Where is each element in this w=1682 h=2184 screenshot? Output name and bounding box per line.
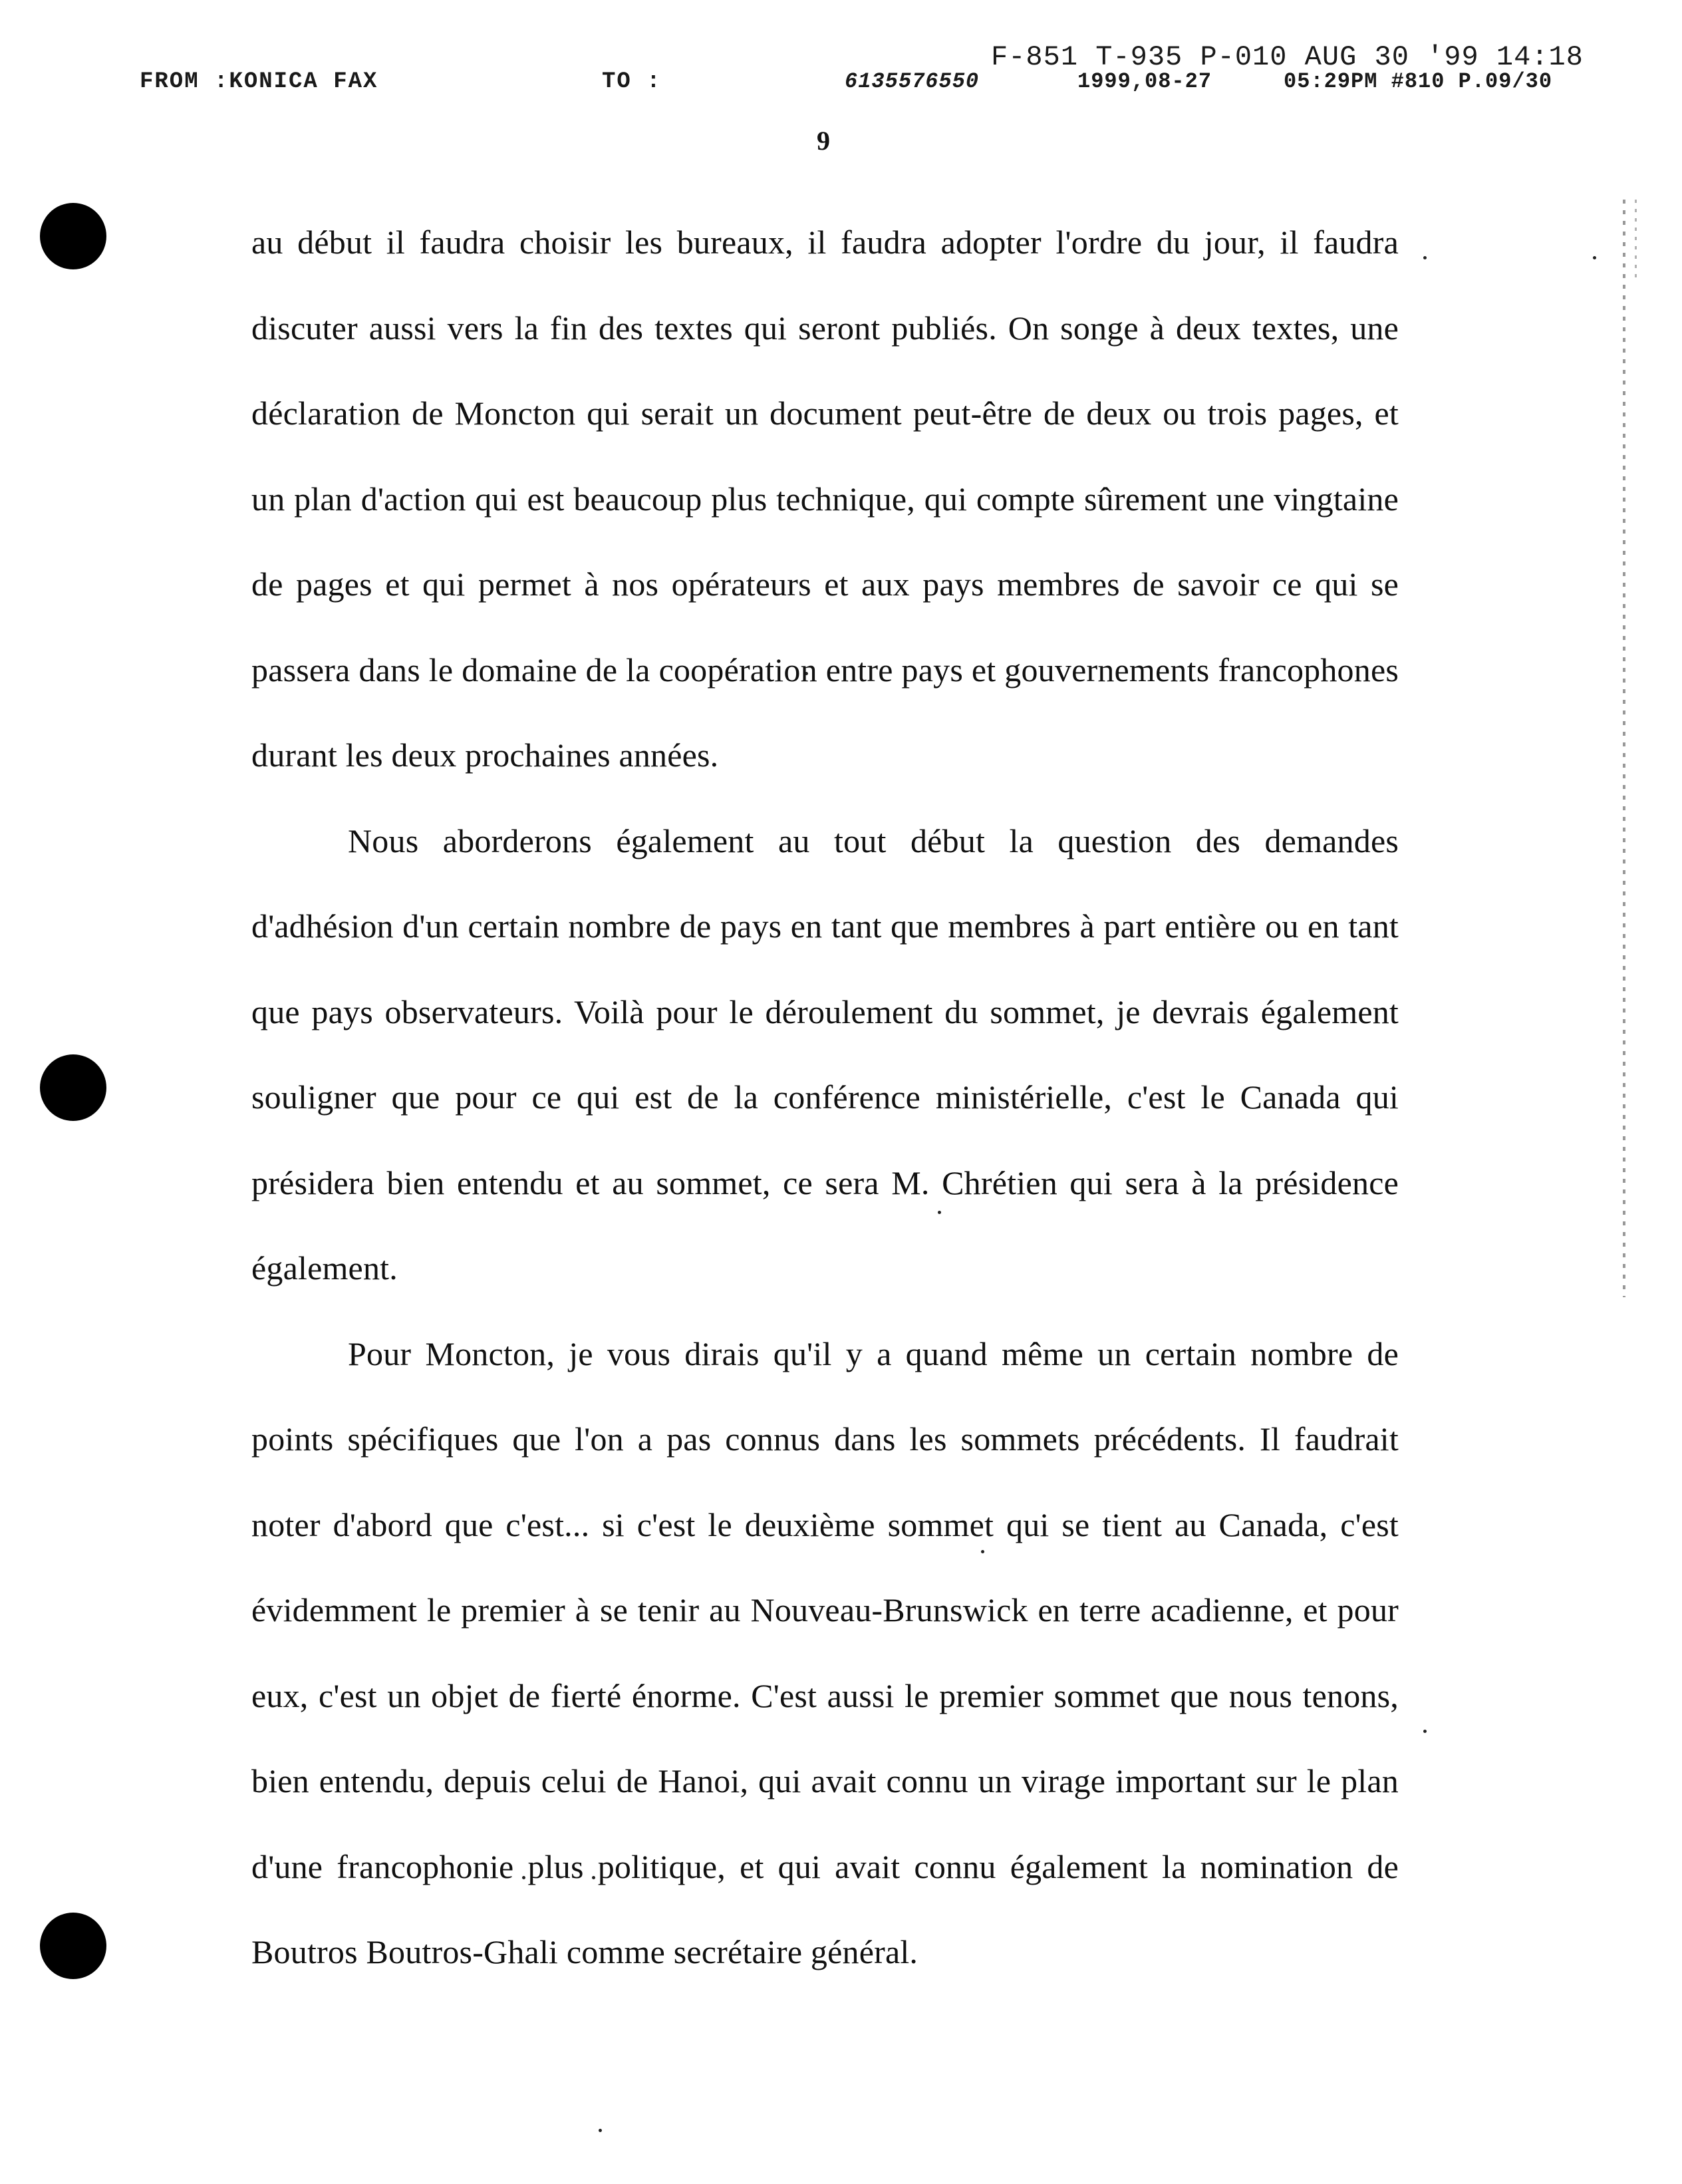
document-body — [251, 200, 1399, 1995]
page-number: 9 — [817, 126, 830, 156]
body-paragraph: Pour Moncton, je vous dirais qu'il y a quand même un certain nombre de points spécifiques que l'on a pas connus dans les sommets précédents. Il faudrait noter d'abord que c'est... si c'est le deuxième sommet qui se tient au Canada, c'est évidemment le premier à se tenir au Nouveau-Brunswick en terre acadienne, et pour eux, c'est un objet de fierté énorme. C'est aussi le premier sommet que nous tenons, bien entendu, depuis celui de Hanoi, qui avait connu un virage important sur le plan d'une francophonie plus politique, et qui avait connu également la nomination de Boutros Boutros-Ghali comme secrétaire général. — [251, 1334, 1399, 1970]
punch-hole-mark — [40, 1054, 106, 1121]
scan-edge-artifact — [1635, 200, 1637, 279]
punch-hole-mark — [40, 203, 106, 269]
body-paragraph: au début il faudra choisir les bureaux, il faudra adopter l'ordre du jour, il faudra discuter aussi vers la fin des textes qui seront publiés. On songe à deux textes, une déclaration de Moncton qui serait un document peut-être de deux ou trois pages, et un plan d'action qui est beaucoup plus technique, qui compte sûrement une vingtaine de pages et qui permet à nos opérateurs et aux pays membres de savoir ce qui se passera dans le domaine de la coopération entre pays et gouvernements francophones durant les deux prochaines années. — [251, 224, 1399, 774]
scan-speck — [1423, 1730, 1427, 1733]
body-paragraph: Nous aborderons également au tout début la question des demandes d'adhésion d'un certain nombre de pays en tant que membres à part entière ou en tant que pays observateurs. Voilà pour le déroulement du sommet, je devrais également souligner que pour ce qui est de la conférence ministérielle, c'est le Canada qui présidera bien entendu et au sommet, ce sera M. Chrétien qui sera à la présidence également. — [251, 822, 1399, 1287]
scan-edge-artifact — [1623, 200, 1625, 1297]
fax-from-label: FROM :KONICA FAX — [140, 69, 378, 94]
fax-transmission-id: F-851 T-935 P-010 AUG 30 '99 14:18 — [991, 41, 1584, 73]
punch-hole-mark — [40, 1913, 106, 1979]
fax-date: 1999,08-27 — [1077, 69, 1212, 94]
fax-to-label: TO : — [602, 69, 662, 94]
fax-time-page: 05:29PM #810 P.09/30 — [1284, 69, 1553, 94]
scan-speck — [1593, 256, 1596, 259]
fax-phone-number: 6135576550 — [845, 69, 980, 94]
scan-speck — [1423, 256, 1427, 259]
scan-speck — [599, 2129, 602, 2132]
